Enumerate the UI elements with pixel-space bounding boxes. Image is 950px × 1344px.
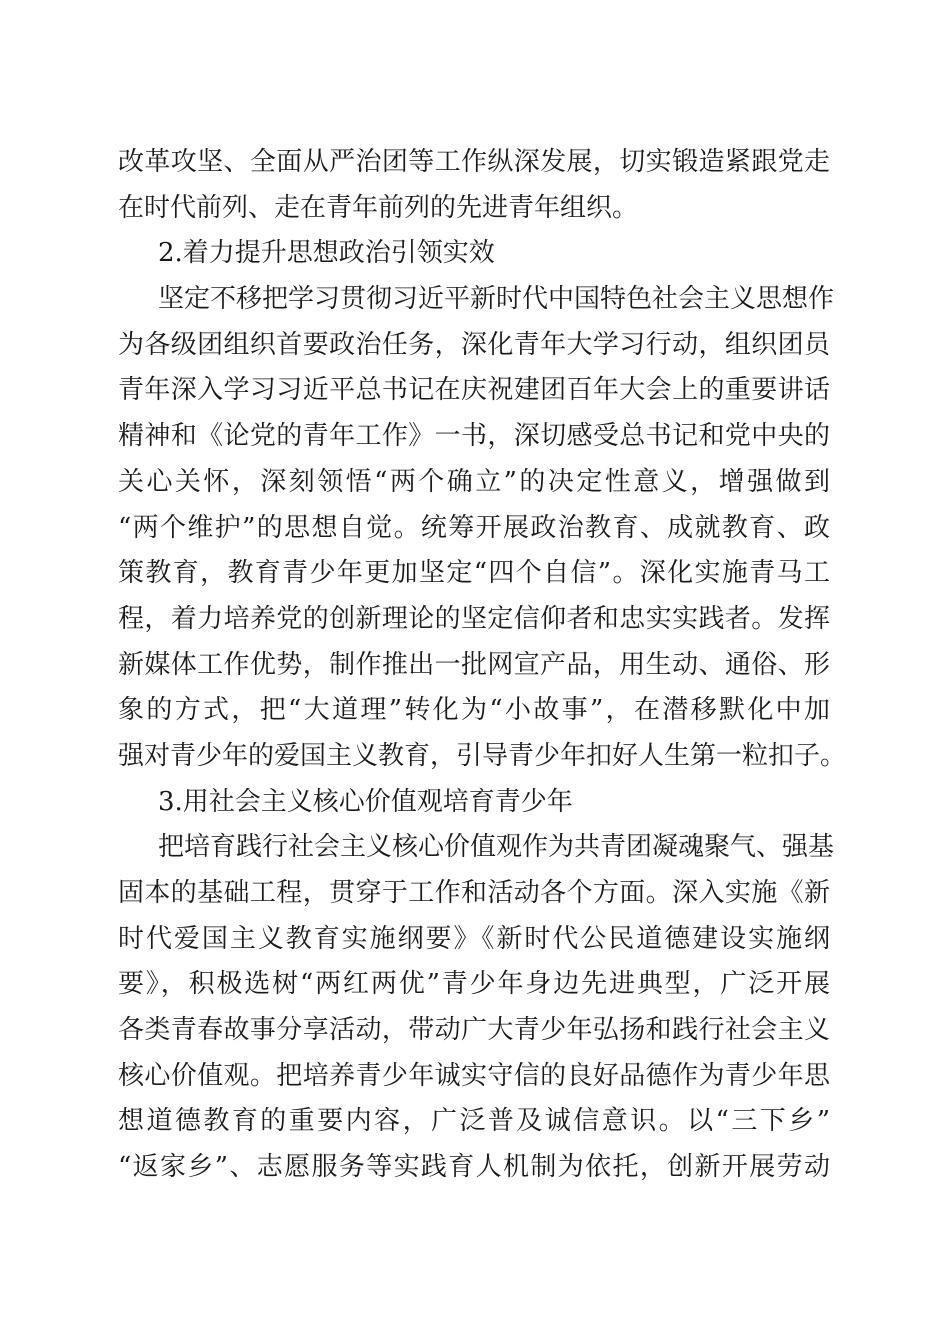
paragraph-line: “两个维护”的思想自觉。统筹开展政治教育、成就教育、政 [118,512,830,543]
paragraph-line: 新媒体工作优势，制作推出一批网宣产品，用生动、通俗、形 [118,649,830,680]
section-heading: 2.着力提升思想政治引领实效 [158,238,495,269]
paragraph-line: 强对青少年的爱国主义教育，引导青少年扣好人生第一粒扣子。 [118,740,847,771]
paragraph-line: 青年深入学习习近平总书记在庆祝建团百年大会上的重要讲话 [118,375,830,406]
paragraph-line: 固本的基础工程，贯穿于工作和活动各个方面。深入实施《新 [118,878,830,908]
paragraph-line: 想道德教育的重要内容，广泛普及诚信意识。以“三下乡” [118,1106,830,1137]
paragraph-line: 坚定不移把学习贯彻习近平新时代中国特色社会主义思想作 [158,284,835,315]
paragraph-line: 在时代前列、走在青年前列的先进青年组织。 [118,192,639,223]
paragraph-line: 策教育，教育青少年更加坚定“四个自信”。深化实施青马工 [118,558,830,589]
paragraph-line: 为各级团组织首要政治任务，深化青年大学习行动，组织团员 [118,329,830,360]
paragraph-line: 程，着力培养党的创新理论的坚定信仰者和忠实实践者。发挥 [118,603,830,634]
paragraph-line: 时代爱国主义教育实施纲要》《新时代公民道德建设实施纲 [118,923,830,954]
paragraph-line: “返家乡”、志愿服务等实践育人机制为依托，创新开展劳动 [118,1152,830,1183]
paragraph-line: 要》，积极选树“两红两优”青少年身边先进典型，广泛开展 [118,969,830,1000]
body-text [118,140,847,1191]
paragraph-line: 各类青春故事分享活动，带动广大青少年弘扬和践行社会主义 [118,1015,830,1046]
paragraph-line: 精神和《论党的青年工作》一书，深切感受总书记和党中央的 [118,421,830,452]
paragraph-line: 核心价值观。把培养青少年诚实守信的良好品德作为青少年思 [118,1060,830,1091]
paragraph-line: 改革攻坚、全面从严治团等工作纵深发展，切实锻造紧跟党走 [118,147,830,177]
paragraph-line: 把培育践行社会主义核心价值观作为共青团凝魂聚气、强基 [158,832,835,863]
section-heading: 3.用社会主义核心价值观培育青少年 [158,786,573,817]
paragraph-line: 关心关怀，深刻领悟“两个确立”的决定性意义，增强做到 [118,466,830,497]
paragraph-line: 象的方式，把“大道理”转化为“小故事”，在潜移默化中加 [118,695,830,726]
